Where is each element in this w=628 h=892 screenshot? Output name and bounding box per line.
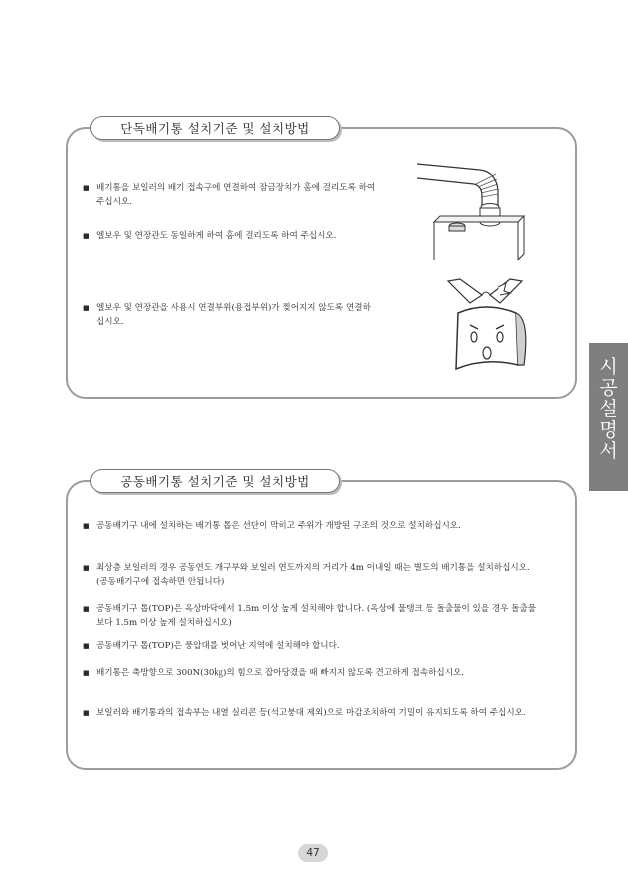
bullet-icon: ■ [83,709,90,717]
section1-title: 단독배기통 설치기준 및 설치방법 [90,116,340,140]
section2-item-text: 공동배기구 톱(TOP)은 풍압대를 벗어난 지역에 설치해야 합니다. [96,641,340,651]
side-tab-char: 공 [599,377,618,399]
pipe-joint-mascot-illustration [440,273,535,383]
side-tab-char: 설 [599,398,618,420]
section1-item [83,302,373,329]
bullet-icon: ■ [83,642,90,650]
section2-item-text: 보일러와 배기통과의 접속부는 내열 실리콘 등(석고붕대 제외)으로 마감조치하여 기밀이 유지되도록 하여 주십시오. [96,708,526,718]
side-tab-char: 명 [599,419,618,441]
section2-item-text: 공동배기구 톱(TOP)은 옥상바닥에서 1.5m 이상 높게 설치해야 합니다. (옥상에 물탱크 등 돌출물이 있을 경우 돌출물보다 1.5m 이상 높게 설치하십시오) [96,604,537,628]
section2-item-text: 최상층 보일러의 경우 공동연도 개구부와 보일러 연도까지의 거리가 4m 이내일 때는 별도의 배기통을 설치하십시오.(공동배기구에 접속하면 안됩니다) [96,563,530,587]
bullet-icon: ■ [83,564,90,572]
bullet-icon: ■ [83,232,90,240]
section1-item [83,230,373,244]
section2-item [83,520,541,534]
side-section-tab [589,343,628,491]
section1-item [83,182,383,209]
side-tab-char: 시 [599,356,618,378]
bullet-icon: ■ [83,605,90,613]
bullet-icon: ■ [83,669,90,677]
side-tab-char: 서 [599,440,618,462]
section2-item [83,640,541,654]
section2-item [83,707,541,721]
section2-item-text: 공동배기구 내에 설치하는 배기통 톱은 선단이 막히고 주위가 개방된 구조의 것으로 설치하십시오. [96,521,461,531]
section2-item [83,603,541,630]
page-number: 47 [298,844,328,862]
section2-title: 공동배기통 설치기준 및 설치방법 [90,469,340,493]
section2-item [83,667,541,681]
section1-item-text: 엘보우 및 연장관도 동일하게 하여 홈에 걸리도록 하여 주십시오. [96,231,337,241]
section2-item [83,562,541,589]
section1-item-text: 엘보우 및 연장관을 사용시 연결부위(용접부위)가 찢어지지 않도록 연결하십시오. [96,303,371,327]
bullet-icon: ■ [83,304,90,312]
exhaust-pipe-elbow-illustration [412,160,527,265]
bullet-icon: ■ [83,184,90,192]
bullet-icon: ■ [83,522,90,530]
section2-item-text: 배기통은 축방향으로 300N(30㎏)의 힘으로 잡아당겼을 때 빠지지 않도록 견고하게 접속하십시오. [96,668,465,678]
section1-item-text: 배기통을 보일러의 배기 접속구에 연결하여 잠금장치가 홈에 걸리도록 하여 주십시오. [96,183,376,207]
